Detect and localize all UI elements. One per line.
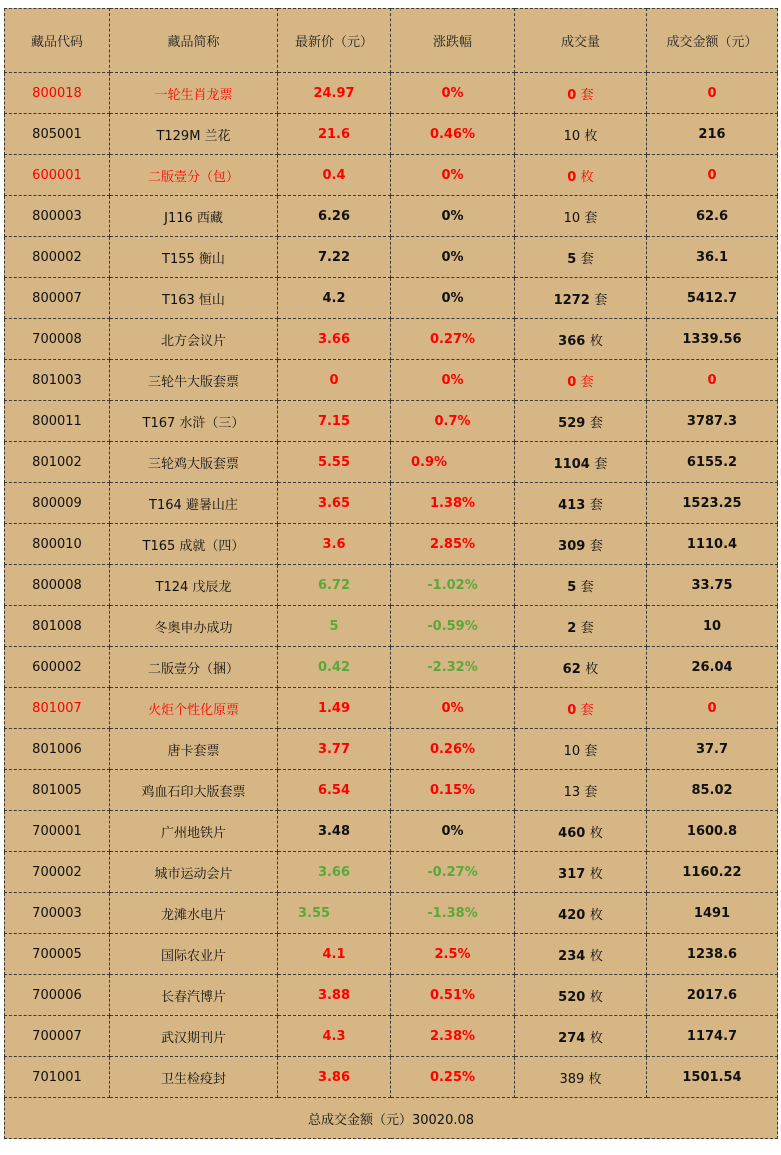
table-row bbox=[5, 278, 778, 319]
volume-value: 2 bbox=[567, 620, 577, 636]
table-row bbox=[5, 565, 778, 606]
volume-unit: 套 bbox=[580, 702, 594, 718]
cell-price: 21.6 bbox=[278, 114, 391, 155]
cell-change: 0% bbox=[391, 73, 515, 114]
cell-amount: 1238.6 bbox=[647, 934, 778, 975]
header-volume: 成交量 bbox=[515, 9, 647, 73]
volume-value: 389 bbox=[559, 1071, 585, 1087]
cell-change: 0% bbox=[391, 196, 515, 237]
cell-price: 6.72 bbox=[278, 565, 391, 606]
volume-unit: 套 bbox=[580, 87, 594, 103]
cell-change: 0.26% bbox=[391, 729, 515, 770]
cell-price: 0.42 bbox=[278, 647, 391, 688]
cell-change: -1.02% bbox=[391, 565, 515, 606]
cell-change: -0.27% bbox=[391, 852, 515, 893]
volume-value: 366 bbox=[558, 333, 586, 349]
table-row bbox=[5, 524, 778, 565]
cell-amount: 1600.8 bbox=[647, 811, 778, 852]
cell-volume bbox=[515, 73, 647, 114]
volume-unit: 枚 bbox=[580, 169, 594, 185]
table-row bbox=[5, 934, 778, 975]
cell-code: 801005 bbox=[5, 770, 110, 811]
cell-change: 2.85% bbox=[391, 524, 515, 565]
table-row bbox=[5, 155, 778, 196]
cell-code: 801007 bbox=[5, 688, 110, 729]
volume-value: 0 bbox=[567, 169, 577, 185]
volume-value: 13 bbox=[563, 784, 581, 800]
cell-amount: 1339.56 bbox=[647, 319, 778, 360]
cell-name: 三轮鸡大版套票 bbox=[110, 442, 278, 483]
cell-code: 800009 bbox=[5, 483, 110, 524]
cell-name: 二版壹分（捆） bbox=[110, 647, 278, 688]
volume-unit: 枚 bbox=[589, 866, 603, 882]
cell-name: T167 水浒（三） bbox=[110, 401, 278, 442]
cell-code: 801002 bbox=[5, 442, 110, 483]
cell-volume bbox=[515, 688, 647, 729]
table-row bbox=[5, 483, 778, 524]
cell-change: -2.32% bbox=[391, 647, 515, 688]
cell-volume bbox=[515, 1057, 647, 1098]
cell-name: 鸡血石印大版套票 bbox=[110, 770, 278, 811]
cell-name: J116 西藏 bbox=[110, 196, 278, 237]
volume-value: 0 bbox=[567, 87, 577, 103]
cell-amount: 2017.6 bbox=[647, 975, 778, 1016]
cell-amount: 0 bbox=[647, 360, 778, 401]
cell-amount: 0 bbox=[647, 688, 778, 729]
volume-value: 317 bbox=[558, 866, 586, 882]
cell-name: 卫生检疫封 bbox=[110, 1057, 278, 1098]
cell-amount: 62.6 bbox=[647, 196, 778, 237]
cell-amount: 0 bbox=[647, 73, 778, 114]
cell-amount: 1110.4 bbox=[647, 524, 778, 565]
table-row bbox=[5, 893, 778, 934]
cell-amount: 0 bbox=[647, 155, 778, 196]
volume-value: 234 bbox=[558, 948, 586, 964]
cell-volume bbox=[515, 934, 647, 975]
table-row bbox=[5, 73, 778, 114]
table-row bbox=[5, 1057, 778, 1098]
table-row bbox=[5, 1016, 778, 1057]
cell-price: 4.3 bbox=[278, 1016, 391, 1057]
volume-value: 413 bbox=[558, 497, 586, 513]
table-row bbox=[5, 606, 778, 647]
cell-change: 2.5% bbox=[391, 934, 515, 975]
volume-value: 5 bbox=[567, 251, 577, 267]
volume-value: 420 bbox=[558, 907, 586, 923]
table-header-row bbox=[5, 9, 778, 73]
cell-name: 北方会议片 bbox=[110, 319, 278, 360]
cell-volume bbox=[515, 442, 647, 483]
table-row bbox=[5, 852, 778, 893]
cell-code: 801008 bbox=[5, 606, 110, 647]
cell-name: 火炬个性化原票 bbox=[110, 688, 278, 729]
table-row bbox=[5, 647, 778, 688]
cell-volume bbox=[515, 524, 647, 565]
header-code: 藏品代码 bbox=[5, 9, 110, 73]
volume-value: 309 bbox=[558, 538, 586, 554]
table-row bbox=[5, 196, 778, 237]
volume-unit: 枚 bbox=[589, 989, 603, 1005]
volume-value: 274 bbox=[558, 1030, 586, 1046]
header-name: 藏品简称 bbox=[110, 9, 278, 73]
cell-price: 3.88 bbox=[278, 975, 391, 1016]
cell-name: 城市运动会片 bbox=[110, 852, 278, 893]
volume-unit: 枚 bbox=[589, 1030, 603, 1046]
cell-price: 6.26 bbox=[278, 196, 391, 237]
cell-volume bbox=[515, 196, 647, 237]
cell-name: T165 成就（四） bbox=[110, 524, 278, 565]
cell-code: 700006 bbox=[5, 975, 110, 1016]
volume-value: 5 bbox=[567, 579, 577, 595]
cell-volume bbox=[515, 483, 647, 524]
cell-amount: 6155.2 bbox=[647, 442, 778, 483]
cell-name: 唐卡套票 bbox=[110, 729, 278, 770]
volume-unit: 枚 bbox=[589, 907, 603, 923]
volume-unit: 套 bbox=[580, 251, 594, 267]
cell-code: 800008 bbox=[5, 565, 110, 606]
cell-price: 1.49 bbox=[278, 688, 391, 729]
cell-change: 0.46% bbox=[391, 114, 515, 155]
volume-unit: 套 bbox=[589, 415, 603, 431]
volume-value: 1272 bbox=[553, 292, 590, 308]
cell-change: 0% bbox=[391, 237, 515, 278]
volume-unit: 枚 bbox=[589, 333, 603, 349]
cell-amount: 5412.7 bbox=[647, 278, 778, 319]
volume-value: 10 bbox=[563, 128, 581, 144]
table-row bbox=[5, 360, 778, 401]
table-row bbox=[5, 688, 778, 729]
volume-value: 10 bbox=[563, 210, 581, 226]
cell-volume bbox=[515, 155, 647, 196]
cell-amount: 85.02 bbox=[647, 770, 778, 811]
volume-unit: 套 bbox=[589, 538, 603, 554]
cell-volume bbox=[515, 893, 647, 934]
volume-value: 1104 bbox=[553, 456, 590, 472]
cell-name: T124 戊辰龙 bbox=[110, 565, 278, 606]
cell-price: 0 bbox=[278, 360, 391, 401]
cell-price: 5 bbox=[278, 606, 391, 647]
cell-code: 700003 bbox=[5, 893, 110, 934]
cell-volume bbox=[515, 975, 647, 1016]
cell-amount: 3787.3 bbox=[647, 401, 778, 442]
volume-value: 0 bbox=[567, 374, 577, 390]
stamp-trading-table bbox=[4, 8, 778, 1139]
table-row bbox=[5, 114, 778, 155]
cell-change: -1.38% bbox=[391, 893, 515, 934]
cell-amount: 1501.54 bbox=[647, 1057, 778, 1098]
table-row bbox=[5, 770, 778, 811]
cell-name: 广州地铁片 bbox=[110, 811, 278, 852]
cell-name: T155 衡山 bbox=[110, 237, 278, 278]
cell-volume bbox=[515, 606, 647, 647]
cell-name: 长春汽博片 bbox=[110, 975, 278, 1016]
cell-volume bbox=[515, 319, 647, 360]
cell-name: T164 避暑山庄 bbox=[110, 483, 278, 524]
cell-change: -0.59% bbox=[391, 606, 515, 647]
cell-price: 7.15 bbox=[278, 401, 391, 442]
cell-volume bbox=[515, 729, 647, 770]
table-row bbox=[5, 319, 778, 360]
table-row bbox=[5, 442, 778, 483]
cell-price: 3.65 bbox=[278, 483, 391, 524]
volume-unit: 套 bbox=[580, 620, 594, 636]
cell-name: 冬奥申办成功 bbox=[110, 606, 278, 647]
volume-unit: 枚 bbox=[585, 661, 599, 677]
cell-amount: 1523.25 bbox=[647, 483, 778, 524]
cell-code: 800003 bbox=[5, 196, 110, 237]
cell-price: 3.77 bbox=[278, 729, 391, 770]
volume-value: 10 bbox=[563, 743, 581, 759]
cell-amount: 26.04 bbox=[647, 647, 778, 688]
header-price: 最新价（元） bbox=[278, 9, 391, 73]
cell-price: 24.97 bbox=[278, 73, 391, 114]
cell-code: 800002 bbox=[5, 237, 110, 278]
cell-code: 700007 bbox=[5, 1016, 110, 1057]
cell-name: 一轮生肖龙票 bbox=[110, 73, 278, 114]
cell-price: 3.66 bbox=[278, 852, 391, 893]
cell-change: 0.25% bbox=[391, 1057, 515, 1098]
cell-amount: 1174.7 bbox=[647, 1016, 778, 1057]
cell-code: 801006 bbox=[5, 729, 110, 770]
cell-code: 800018 bbox=[5, 73, 110, 114]
table-row bbox=[5, 811, 778, 852]
header-change: 涨跌幅 bbox=[391, 9, 515, 73]
cell-volume bbox=[515, 237, 647, 278]
cell-name: 武汉期刊片 bbox=[110, 1016, 278, 1057]
cell-amount: 1160.22 bbox=[647, 852, 778, 893]
cell-price: 4.2 bbox=[278, 278, 391, 319]
cell-name: 国际农业片 bbox=[110, 934, 278, 975]
cell-change: 0.9% bbox=[391, 442, 515, 483]
cell-code: 600002 bbox=[5, 647, 110, 688]
volume-unit: 套 bbox=[580, 374, 594, 390]
table-footer-row bbox=[5, 1098, 778, 1139]
cell-volume bbox=[515, 852, 647, 893]
cell-volume bbox=[515, 278, 647, 319]
cell-amount: 10 bbox=[647, 606, 778, 647]
cell-volume bbox=[515, 565, 647, 606]
cell-name: T129M 兰花 bbox=[110, 114, 278, 155]
volume-value: 62 bbox=[562, 661, 581, 677]
cell-code: 800007 bbox=[5, 278, 110, 319]
volume-unit: 套 bbox=[594, 292, 608, 308]
cell-amount: 33.75 bbox=[647, 565, 778, 606]
table-row bbox=[5, 237, 778, 278]
cell-price: 3.66 bbox=[278, 319, 391, 360]
cell-code: 805001 bbox=[5, 114, 110, 155]
cell-change: 0.51% bbox=[391, 975, 515, 1016]
cell-code: 801003 bbox=[5, 360, 110, 401]
cell-change: 0.7% bbox=[391, 401, 515, 442]
cell-change: 2.38% bbox=[391, 1016, 515, 1057]
cell-volume bbox=[515, 114, 647, 155]
volume-unit: 套 bbox=[584, 210, 598, 226]
volume-unit: 枚 bbox=[589, 948, 603, 964]
cell-amount: 37.7 bbox=[647, 729, 778, 770]
header-amount: 成交金额（元） bbox=[647, 9, 778, 73]
volume-value: 520 bbox=[558, 989, 586, 1005]
cell-volume bbox=[515, 1016, 647, 1057]
cell-change: 0.15% bbox=[391, 770, 515, 811]
cell-code: 700002 bbox=[5, 852, 110, 893]
cell-volume bbox=[515, 647, 647, 688]
cell-change: 0% bbox=[391, 360, 515, 401]
volume-unit: 枚 bbox=[588, 1071, 602, 1087]
cell-price: 3.86 bbox=[278, 1057, 391, 1098]
cell-code: 600001 bbox=[5, 155, 110, 196]
cell-name: 三轮牛大版套票 bbox=[110, 360, 278, 401]
volume-unit: 枚 bbox=[584, 128, 598, 144]
cell-code: 800010 bbox=[5, 524, 110, 565]
cell-name: T163 恒山 bbox=[110, 278, 278, 319]
cell-change: 0% bbox=[391, 811, 515, 852]
cell-code: 700008 bbox=[5, 319, 110, 360]
cell-amount: 216 bbox=[647, 114, 778, 155]
total-amount: 总成交金额（元）30020.08 bbox=[5, 1098, 778, 1139]
cell-volume bbox=[515, 770, 647, 811]
cell-change: 1.38% bbox=[391, 483, 515, 524]
volume-unit: 套 bbox=[580, 579, 594, 595]
cell-price: 7.22 bbox=[278, 237, 391, 278]
table-row bbox=[5, 729, 778, 770]
volume-unit: 套 bbox=[584, 743, 598, 759]
cell-code: 700001 bbox=[5, 811, 110, 852]
volume-unit: 套 bbox=[589, 497, 603, 513]
volume-unit: 套 bbox=[584, 784, 598, 800]
table-row bbox=[5, 975, 778, 1016]
cell-code: 700005 bbox=[5, 934, 110, 975]
cell-amount: 36.1 bbox=[647, 237, 778, 278]
cell-change: 0% bbox=[391, 688, 515, 729]
cell-volume bbox=[515, 811, 647, 852]
volume-value: 0 bbox=[567, 702, 577, 718]
cell-name: 龙滩水电片 bbox=[110, 893, 278, 934]
cell-volume bbox=[515, 360, 647, 401]
cell-name: 二版壹分（包） bbox=[110, 155, 278, 196]
cell-price: 6.54 bbox=[278, 770, 391, 811]
cell-code: 800011 bbox=[5, 401, 110, 442]
cell-volume bbox=[515, 401, 647, 442]
cell-amount: 1491 bbox=[647, 893, 778, 934]
volume-value: 460 bbox=[558, 825, 586, 841]
cell-change: 0% bbox=[391, 155, 515, 196]
cell-price: 0.4 bbox=[278, 155, 391, 196]
cell-change: 0.27% bbox=[391, 319, 515, 360]
cell-price: 3.6 bbox=[278, 524, 391, 565]
cell-price: 4.1 bbox=[278, 934, 391, 975]
volume-value: 529 bbox=[558, 415, 586, 431]
cell-price: 5.55 bbox=[278, 442, 391, 483]
cell-price: 3.48 bbox=[278, 811, 391, 852]
cell-price: 3.55 bbox=[278, 893, 391, 934]
cell-code: 701001 bbox=[5, 1057, 110, 1098]
volume-unit: 枚 bbox=[589, 825, 603, 841]
table-row bbox=[5, 401, 778, 442]
cell-change: 0% bbox=[391, 278, 515, 319]
volume-unit: 套 bbox=[594, 456, 608, 472]
